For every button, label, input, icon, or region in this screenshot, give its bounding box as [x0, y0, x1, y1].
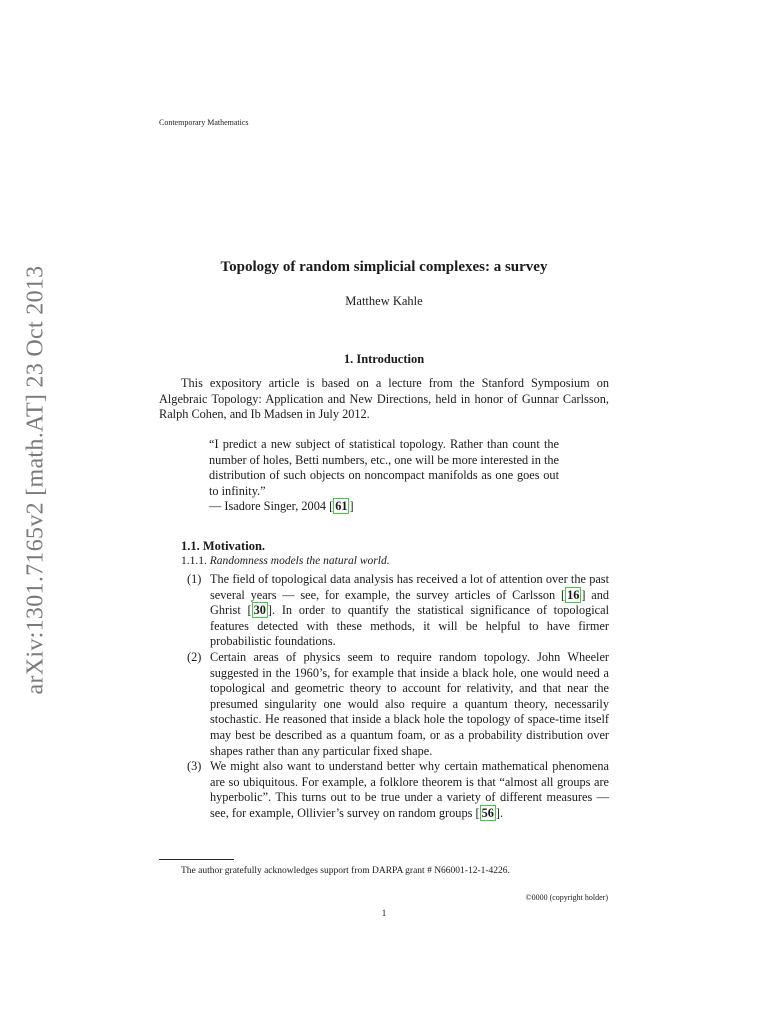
section-number: 1. [343, 352, 354, 366]
list-item-text: and Ghrist [210, 587, 609, 618]
list-item-text: . [499, 805, 504, 820]
list-item-number: (2) [187, 649, 202, 664]
quote-attribution: — Isadore Singer, 2004 [ 61 ] [209, 499, 354, 514]
citation-link[interactable]: 61 [335, 499, 348, 514]
paper-title: Topology of random simplicial complexes: a survey [220, 259, 548, 275]
footnote: The author gratefully acknowledges support from DARPA grant # N66001-12-1-4226. [181, 866, 510, 876]
quote-text: “I predict a new subject of statistical topology. Rather than count the number of holes, Betti numbers, etc., one will be more interested in the distribution of such objects on noncompact manifolds as one goes out to infinity.” [209, 437, 559, 498]
epigraph-quote [209, 437, 559, 515]
author-name: Matthew Kahle [345, 294, 423, 308]
section-title: Introduction [356, 352, 425, 366]
motivation-list [159, 572, 609, 822]
list-item-number: (1) [187, 572, 202, 586]
footnote-divider [159, 859, 234, 860]
citation-link[interactable]: 16 [567, 587, 580, 602]
attribution-text: — Isadore Singer, 2004 [209, 499, 330, 514]
list-item-text: The field of topological data analysis has received a lot of attention over the past several years — see, for example, the survey articles of Carlsson [210, 572, 609, 602]
list-item-text: We might also want to understand better why certain mathematical phenomena are so ubiquitous. For example, a folklore theorem is that “almost all groups are hyperbolic”. This turns out to be true under a variety of different measures — see, for example, Ollivier’s survey on random groups [210, 759, 609, 820]
subsubsection-title: Randomness models the natural world. [209, 555, 390, 567]
subsection-number: 1.1. [181, 539, 200, 553]
list-item: (1) The field of topological data analysis has received a lot of attention over the past several years — see, for example, the survey articles of Carlsson [ 16 ] and Ghrist [ 30 ]. In order to quantify the statistical significance of topological features detected with these methods, it will be helpful to have firmer probabilistic foundations. [187, 572, 609, 649]
list-item-text: . In order to quantify the statistical significance of topological features detected with these methods, it will be helpful to have firmer probabilistic foundations. [210, 603, 609, 649]
list-item-text: Certain areas of physics seem to require random topology. John Wheeler suggested in the 1960’s, for example that inside a black hole, one would need a topological and geometric theory to account for relativity, and that near the presumed singularity one would also require a quantum theory, necessarily stochastic. He reasoned that inside a black hole the topology of space-time itself may best be described as a quantum foam, or as a probability distribution over shapes rather than any particular fixed shape. [210, 649, 609, 758]
subsection-title: Motivation. [202, 539, 266, 553]
arxiv-stamp-text: arXiv:1301.7165v2 [math.AT] 23 Oct 2013 [22, 265, 49, 695]
subsection-heading [181, 539, 265, 554]
section-heading [159, 352, 609, 367]
citation-link[interactable]: 30 [253, 603, 266, 618]
subsubsection-heading [181, 555, 390, 567]
running-head: Contemporary Mathematics [159, 118, 249, 127]
copyright-notice: ©0000 (copyright holder) [525, 893, 608, 902]
intro-paragraph: This expository article is based on a lecture from the Stanford Symposium on Algebraic Topology: Application and New Directions, held in honor of Gunnar Carlsson, Ralph Cohen, and Ib Madsen in July 2012. [159, 376, 609, 422]
list-item [159, 650, 609, 759]
list-item-number: (3) [187, 759, 202, 774]
citation-link[interactable]: 56 [481, 805, 494, 820]
subsubsection-number: 1.1.1. [181, 555, 207, 567]
list-item: (3) We might also want to understand better why certain mathematical phenomena are so ubiquitous. For example, a folklore theorem is that “almost all groups are hyperbolic”. This turns out to be true under a variety of different measures — see, for example, Ollivier’s survey on random groups [ 56 ]. [187, 759, 609, 820]
page-number: 1 [381, 909, 387, 919]
